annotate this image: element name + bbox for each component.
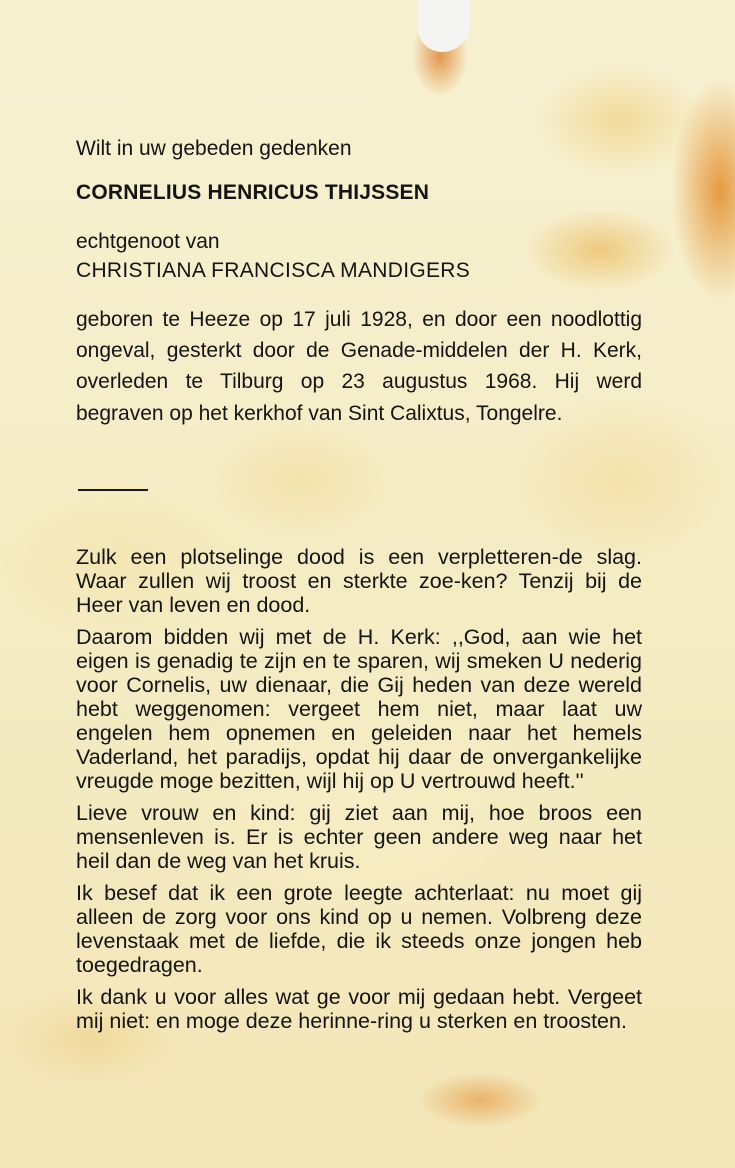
torn-corner (418, 0, 470, 52)
spouse-label: echtgenoot van (76, 230, 220, 253)
paragraph-emptiness: Ik besef dat ik een grote leegte achterlaat: nu moet gij alleen de zorg voor ons kind op u nemen. Volbreng deze levenstaak met de liefde, die ik steeds onze jongen heb toegedragen. (76, 881, 642, 977)
paragraph-wife-child: Lieve vrouw en kind: gij ziet aan mij, hoe broos een mensenleven is. Er is echter geen andere weg naar het heil dan de weg van het kruis. (76, 801, 642, 873)
paragraph-prayer: Daarom bidden wij met de H. Kerk: ,,God, aan wie het eigen is genadig te zijn en te sparen, wij smeken U nederig voor Cornelis, uw dienaar, die Gij heden van deze wereld hebt weggenomen: vergeet hem niet, maar laat uw engelen hem opnemen en geleiden naar het hemels Vaderland, het paradijs, opdat hij daar de onvergankelijke vreugde moge bezitten, wijl hij op U vertrouwd heeft.'' (76, 625, 642, 793)
divider-line (78, 489, 148, 491)
spouse-name: CHRISTIANA FRANCISCA MANDIGERS (76, 259, 471, 282)
paragraph-sudden-death: Zulk een plotselinge dood is een verpletteren-de slag. Waar zullen wij troost en sterkte zoe-ken? Tenzij bij de Heer van leven en dood. (76, 545, 642, 617)
paragraph-thanks: Ik dank u voor alles wat ge voor mij gedaan hebt. Vergeet mij niet: en moge deze herinne-ring u sterken en troosten. (76, 985, 642, 1033)
prayer-text (76, 545, 642, 1041)
biography-paragraph: geboren te Heeze op 17 juli 1928, en door een noodlottig ongeval, gesterkt door de Genade-middelen der H. Kerk, overleden te Tilburg op 23 augustus 1968. Hij werd begraven op het kerkhof van Sint Calixtus, Tongelre. (76, 308, 642, 425)
deceased-name: CORNELIUS HENRICUS THIJSSEN (76, 181, 430, 204)
intro-line: Wilt in uw gebeden gedenken (76, 137, 352, 160)
